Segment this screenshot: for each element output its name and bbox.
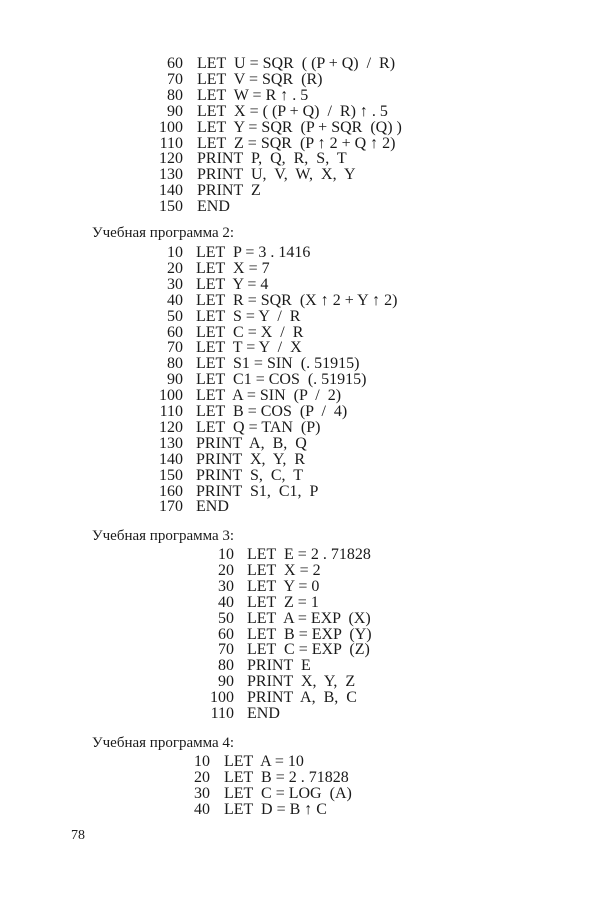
line-number: 10 — [194, 753, 210, 770]
statement: LET R = SQR (X ↑ 2 + Y ↑ 2) — [196, 291, 398, 309]
statement: PRINT U, V, W, X, Y — [197, 166, 356, 184]
statement: LET X = 2 — [247, 561, 321, 579]
statement: LET W = R ↑ . 5 — [197, 86, 309, 104]
line-number: 70 — [167, 339, 183, 357]
statement: LET S1 = SIN (. 51915) — [196, 355, 360, 373]
statement: LET Z = SQR (P ↑ 2 + Q ↑ 2) — [197, 134, 396, 152]
line-number: 30 — [218, 577, 234, 595]
line-number: 20 — [194, 768, 210, 786]
line-number: 40 — [218, 593, 234, 611]
statement: LET Q = TAN (P) — [196, 418, 321, 436]
line-number: 60 — [167, 323, 183, 341]
line-number: 10 — [167, 244, 183, 261]
statement: LET E = 2 . 71828 — [247, 546, 371, 563]
line-number: 90 — [167, 371, 183, 389]
statement: LET A = 10 — [224, 753, 304, 770]
statement: LET D = B ↑ C — [224, 800, 327, 818]
line-number: 160 — [159, 482, 183, 500]
line-number: 50 — [167, 307, 183, 325]
line-number: 140 — [159, 182, 183, 200]
line-number: 20 — [167, 259, 183, 277]
statement: PRINT E — [247, 657, 311, 675]
line-number: 80 — [167, 86, 183, 104]
line-number: 100 — [159, 387, 183, 405]
program-4-caption: Учебная программа 4: — [92, 735, 235, 751]
statement: PRINT A, B, Q — [196, 434, 307, 452]
line-number: 80 — [218, 657, 234, 675]
statement: PRINT A, B, C — [247, 689, 357, 707]
line-number: 70 — [167, 70, 183, 88]
line-number: 110 — [159, 134, 183, 152]
statement: PRINT Z — [197, 182, 261, 200]
statement: LET C = X / R — [196, 323, 304, 341]
line-number: 140 — [159, 450, 183, 468]
line-number: 50 — [218, 609, 234, 627]
line-number: 90 — [218, 673, 234, 691]
statement: LET P = 3 . 1416 — [196, 244, 311, 261]
line-number: 10 — [218, 546, 234, 563]
statement: LET Y = SQR (P + SQR (Q) ) — [197, 118, 402, 136]
statement: PRINT S1, C1, P — [196, 482, 319, 500]
statement: LET U = SQR ( (P + Q) / R) — [197, 55, 396, 72]
statement: PRINT X, Y, R — [196, 450, 306, 468]
statement: END — [196, 498, 229, 516]
program-2-caption: Учебная программа 2: — [92, 225, 235, 241]
line-number: 20 — [218, 561, 234, 579]
statement: LET T = Y / X — [196, 339, 302, 357]
statement: LET X = 7 — [196, 259, 270, 277]
statement: LET Z = 1 — [247, 593, 319, 611]
line-number: 150 — [159, 466, 183, 484]
statement: LET S = Y / R — [196, 307, 301, 325]
line-number: 110 — [210, 705, 234, 722]
statement: END — [197, 198, 230, 216]
statement: LET A = EXP (X) — [247, 609, 371, 627]
statement: LET Y = 4 — [196, 275, 269, 293]
program-3-caption: Учебная программа 3: — [92, 528, 235, 544]
statement: LET C = LOG (A) — [224, 784, 352, 802]
line-number: 170 — [159, 498, 183, 516]
line-number: 60 — [218, 625, 234, 643]
line-number: 90 — [167, 102, 183, 120]
line-number: 40 — [194, 800, 210, 818]
statement: LET B = 2 . 71828 — [224, 768, 349, 786]
page-number: 78 — [71, 828, 85, 843]
line-number: 100 — [159, 118, 183, 136]
statement: LET Y = 0 — [247, 577, 320, 595]
statement: END — [247, 705, 280, 722]
statement: LET X = ( (P + Q) / R) ↑ . 5 — [197, 102, 388, 120]
line-number: 120 — [159, 150, 183, 168]
line-number: 30 — [194, 784, 210, 802]
statement: LET A = SIN (P / 2) — [196, 387, 342, 405]
line-number: 110 — [159, 403, 183, 420]
statement: LET B = COS (P / 4) — [196, 403, 348, 420]
line-number: 100 — [210, 689, 234, 707]
line-number: 130 — [159, 434, 183, 452]
statement: LET C1 = COS (. 51915) — [196, 371, 367, 389]
line-number: 70 — [218, 641, 234, 659]
line-number: 120 — [159, 418, 183, 436]
line-number: 40 — [167, 291, 183, 309]
line-number: 30 — [167, 275, 183, 293]
line-number: 150 — [159, 198, 183, 216]
statement: LET C = EXP (Z) — [247, 641, 370, 659]
line-number: 80 — [167, 355, 183, 373]
statement: LET B = EXP (Y) — [247, 625, 372, 643]
line-number: 60 — [167, 55, 183, 72]
statement: PRINT S, C, T — [196, 466, 303, 484]
statement: PRINT X, Y, Z — [247, 673, 356, 691]
line-number: 130 — [159, 166, 183, 184]
statement: PRINT P, Q, R, S, T — [197, 150, 347, 168]
statement: LET V = SQR (R) — [197, 70, 323, 88]
